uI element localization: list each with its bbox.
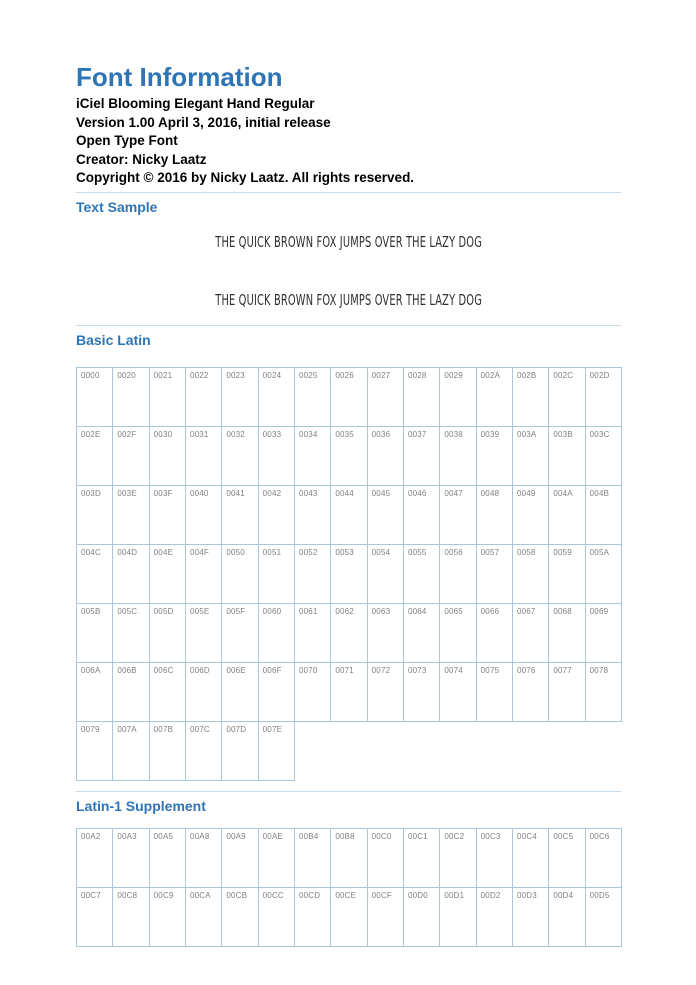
glyph-code-label: 00CE [335, 890, 357, 900]
glyph-code-label: 002A [480, 370, 501, 380]
glyph-cell [477, 829, 513, 888]
glyph-code-label: 0035 [335, 429, 354, 439]
glyph-cell [295, 604, 331, 663]
glyph-code-label: 00C9 [153, 890, 174, 900]
glyph-code-label: 0037 [407, 429, 427, 439]
glyph-code-label: 0054 [371, 547, 391, 557]
glyph-code-label: 00C8 [117, 890, 138, 900]
glyph-cell [586, 888, 622, 947]
glyph-code-label: 00A2 [81, 831, 101, 841]
glyph-cell [586, 368, 622, 427]
glyph-code-label: 00A8 [189, 831, 210, 841]
glyph-code-label: 0033 [262, 429, 282, 439]
glyph-code-label: 00C1 [407, 831, 428, 841]
glyph-cell [368, 486, 404, 545]
text-sample-heading: Text Sample [76, 198, 158, 215]
glyph-cell [186, 663, 222, 722]
glyph-code-label: 005D [153, 606, 174, 616]
glyph-code-label: 0051 [262, 547, 282, 557]
glyph-cell [440, 427, 476, 486]
glyph-cell [113, 545, 149, 604]
glyph-cell [77, 722, 113, 781]
glyph-code-label: 00D3 [516, 890, 537, 900]
glyph-code-label: 00C7 [81, 890, 101, 900]
glyph-code-label: 0062 [335, 606, 354, 616]
glyph-cell [186, 486, 222, 545]
glyph-code-label: 0020 [117, 370, 136, 380]
font-creator: Creator: Nicky Laatz [76, 151, 207, 167]
glyph-cell [77, 663, 113, 722]
glyph-cell [513, 368, 549, 427]
glyph-cell [586, 663, 622, 722]
glyph-code-label: 0028 [407, 370, 427, 380]
glyph-code-label: 003E [117, 488, 137, 498]
glyph-cell [150, 888, 186, 947]
glyph-code-label: 004C [81, 547, 101, 557]
glyph-code-label: 0049 [516, 488, 536, 498]
glyph-code-label: 006D [189, 665, 210, 675]
glyph-code-label: 0030 [153, 429, 173, 439]
glyph-code-label: 0061 [298, 606, 318, 616]
glyph-cell [113, 604, 149, 663]
glyph-cell [113, 722, 149, 781]
glyph-code-label: 006E [226, 665, 246, 675]
glyph-cell [404, 368, 440, 427]
glyph-cell [404, 486, 440, 545]
glyph-code-label: 0025 [298, 370, 318, 380]
glyph-code-label: 004E [153, 547, 174, 557]
glyph-cell [259, 368, 295, 427]
glyph-cell [368, 427, 404, 486]
glyph-cell [222, 545, 258, 604]
glyph-code-label: 00C5 [553, 831, 574, 841]
glyph-cell [77, 545, 113, 604]
glyph-cell [404, 829, 440, 888]
glyph-cell [222, 427, 258, 486]
glyph-cell [513, 604, 549, 663]
glyph-cell [549, 486, 585, 545]
glyph-code-label: 00CB [226, 890, 248, 900]
glyph-code-label: 0039 [480, 429, 500, 439]
glyph-cell [549, 663, 585, 722]
glyph-code-label: 0045 [371, 488, 391, 498]
glyph-cell [295, 368, 331, 427]
glyph-cell [295, 545, 331, 604]
glyph-code-label: 0070 [298, 665, 318, 675]
font-copyright: Copyright © 2016 by Nicky Laatz. All rights reserved. [76, 170, 415, 186]
glyph-cell [549, 368, 585, 427]
glyph-code-label: 0031 [189, 429, 209, 439]
glyph-cell [404, 427, 440, 486]
glyph-cell [186, 829, 222, 888]
glyph-cell [77, 829, 113, 888]
glyph-code-label: 0043 [298, 488, 318, 498]
glyph-cell [477, 545, 513, 604]
glyph-cell [440, 888, 476, 947]
glyph-code-label: 007E [262, 724, 283, 734]
glyph-code-label: 004F [189, 547, 210, 557]
glyph-cell [549, 829, 585, 888]
glyph-cell [150, 427, 186, 486]
glyph-code-label: 00B8 [335, 831, 355, 841]
glyph-cell [295, 486, 331, 545]
glyph-cell [77, 888, 113, 947]
glyph-cell [549, 427, 585, 486]
glyph-cell [513, 427, 549, 486]
glyph-code-label: 0078 [589, 665, 609, 675]
page-title: Font Information [76, 62, 283, 92]
glyph-code-label: 007B [153, 724, 174, 734]
glyph-code-label: 003A [516, 429, 537, 439]
glyph-cell [513, 829, 549, 888]
glyph-cell [150, 545, 186, 604]
glyph-code-label: 006A [81, 665, 101, 675]
glyph-cell [477, 368, 513, 427]
glyph-code-label: 00C4 [516, 831, 537, 841]
glyph-code-label: 005C [117, 606, 138, 616]
glyph-code-label: 0073 [407, 665, 427, 675]
glyph-cell [404, 604, 440, 663]
glyph-code-label: 00C2 [444, 831, 465, 841]
glyph-cell [150, 368, 186, 427]
glyph-code-label: 006C [153, 665, 174, 675]
glyph-cell [477, 604, 513, 663]
glyph-cell [513, 888, 549, 947]
glyph-code-label: 00CC [262, 890, 284, 900]
glyph-cell [150, 663, 186, 722]
glyph-code-label: 0040 [189, 488, 209, 498]
glyph-cell [477, 663, 513, 722]
glyph-cell [586, 829, 622, 888]
glyph-cell [477, 486, 513, 545]
glyph-code-label: 00AE [262, 831, 284, 841]
glyph-code-label: 0076 [516, 665, 536, 675]
glyph-cell [259, 427, 295, 486]
glyph-cell [331, 486, 367, 545]
glyph-cell [440, 486, 476, 545]
glyph-cell [549, 545, 585, 604]
glyph-cell [222, 888, 258, 947]
glyph-code-label: 0029 [444, 370, 463, 380]
glyph-code-label: 0038 [444, 429, 463, 439]
glyph-cell [186, 722, 222, 781]
glyph-code-label: 00CA [189, 890, 211, 900]
font-name: iCiel Blooming Elegant Hand Regular [76, 96, 315, 111]
glyph-code-label: 002B [516, 370, 537, 380]
glyph-cell [549, 604, 585, 663]
glyph-code-label: 0075 [480, 665, 500, 675]
glyph-cell [77, 604, 113, 663]
glyph-code-label: 0036 [371, 429, 391, 439]
glyph-cell [368, 604, 404, 663]
glyph-cell [404, 545, 440, 604]
glyph-code-label: 0000 [81, 370, 100, 380]
glyph-cell [549, 888, 585, 947]
glyph-cell [222, 829, 258, 888]
glyph-cell [77, 486, 113, 545]
glyph-cell [477, 427, 513, 486]
glyph-code-label: 0023 [226, 370, 245, 380]
glyph-cell [222, 722, 258, 781]
section-text-sample [76, 192, 621, 309]
pangram-text: THE QUICK BROWN FOX JUMPS OVER THE LAZY DOG [215, 291, 482, 309]
glyph-cell [440, 368, 476, 427]
glyph-cell [404, 663, 440, 722]
glyph-cell [186, 427, 222, 486]
glyph-code-label: 0067 [516, 606, 536, 616]
glyph-cell [331, 427, 367, 486]
glyph-cell [513, 663, 549, 722]
glyph-cell [77, 368, 113, 427]
glyph-cell [513, 545, 549, 604]
glyph-code-label: 0069 [589, 606, 609, 616]
glyph-code-label: 00CF [371, 890, 393, 900]
glyph-cell [331, 604, 367, 663]
glyph-cell [477, 888, 513, 947]
glyph-code-label: 0041 [226, 488, 245, 498]
glyph-code-label: 0021 [153, 370, 173, 380]
glyph-code-label: 0063 [371, 606, 391, 616]
glyph-code-label: 00D0 [407, 890, 428, 900]
glyph-code-label: 00D5 [589, 890, 610, 900]
glyph-cell [440, 604, 476, 663]
glyph-code-label: 0079 [81, 724, 100, 734]
glyph-cell [440, 663, 476, 722]
glyph-cell [295, 829, 331, 888]
font-version: Version 1.00 April 3, 2016, initial release [76, 114, 331, 130]
glyph-cell [77, 427, 113, 486]
glyph-code-label: 0074 [444, 665, 463, 675]
glyph-code-label: 0077 [553, 665, 572, 675]
glyph-code-label: 0027 [371, 370, 391, 380]
glyph-cell [368, 368, 404, 427]
glyph-code-label: 0048 [480, 488, 500, 498]
glyph-code-label: 0057 [480, 547, 500, 557]
glyph-code-label: 0052 [298, 547, 318, 557]
glyph-cell [150, 829, 186, 888]
glyph-cell [259, 829, 295, 888]
glyph-code-label: 003D [81, 488, 101, 498]
glyph-cell [259, 722, 295, 781]
basic-latin-heading: Basic Latin [76, 331, 151, 348]
glyph-cell [295, 663, 331, 722]
glyph-cell [222, 604, 258, 663]
glyph-cell [368, 829, 404, 888]
glyph-code-label: 0064 [407, 606, 427, 616]
glyph-cell [222, 368, 258, 427]
glyph-code-label: 0034 [298, 429, 318, 439]
glyph-code-label: 0058 [516, 547, 536, 557]
glyph-cell [513, 486, 549, 545]
glyph-code-label: 002C [553, 370, 574, 380]
glyph-code-label: 0042 [262, 488, 282, 498]
pangram-text: THE QUICK BROWN FOX JUMPS OVER THE LAZY DOG [215, 233, 482, 251]
glyph-cell [150, 486, 186, 545]
glyph-code-label: 0026 [335, 370, 354, 380]
glyph-code-label: 00A3 [117, 831, 137, 841]
section-latin1-supplement [76, 791, 621, 947]
glyph-code-label: 005E [189, 606, 210, 616]
glyph-code-label: 005B [81, 606, 101, 616]
latin1-supplement-heading: Latin-1 Supplement [76, 797, 206, 814]
glyph-cell [295, 888, 331, 947]
glyph-code-label: 00B4 [298, 831, 319, 841]
glyph-cell [368, 663, 404, 722]
glyph-cell [186, 888, 222, 947]
glyph-cell [331, 368, 367, 427]
glyph-code-label: 007A [117, 724, 137, 734]
glyph-code-label: 0065 [444, 606, 463, 616]
glyph-code-label: 0072 [371, 665, 391, 675]
glyph-code-label: 0046 [407, 488, 427, 498]
glyph-cell [150, 722, 186, 781]
glyph-cell [222, 663, 258, 722]
glyph-cell [368, 545, 404, 604]
glyph-code-label: 0056 [444, 547, 463, 557]
glyph-code-label: 002E [81, 429, 101, 439]
glyph-code-label: 0060 [262, 606, 282, 616]
glyph-code-label: 0032 [226, 429, 245, 439]
glyph-code-label: 003C [589, 429, 610, 439]
glyph-cell [222, 486, 258, 545]
glyph-code-label: 002F [117, 429, 137, 439]
glyph-cell [295, 427, 331, 486]
glyph-code-label: 007C [189, 724, 210, 734]
glyph-cell [259, 545, 295, 604]
glyph-code-label: 0053 [335, 547, 354, 557]
glyph-code-label: 0044 [335, 488, 354, 498]
glyph-code-label: 004B [589, 488, 610, 498]
glyph-code-label: 0022 [189, 370, 209, 380]
glyph-code-label: 00C6 [589, 831, 610, 841]
glyph-code-label: 005A [589, 547, 610, 557]
glyph-code-label: 0047 [444, 488, 463, 498]
glyph-code-label: 0066 [480, 606, 500, 616]
glyph-code-label: 006F [262, 665, 282, 675]
glyph-code-label: 006B [117, 665, 137, 675]
glyph-cell [113, 829, 149, 888]
glyph-cell [186, 545, 222, 604]
section-basic-latin [76, 325, 621, 781]
glyph-cell [331, 545, 367, 604]
glyph-cell [331, 829, 367, 888]
glyph-cell [259, 486, 295, 545]
glyph-code-label: 003F [153, 488, 173, 498]
glyph-code-label: 0059 [553, 547, 572, 557]
glyph-cell [404, 888, 440, 947]
font-type: Open Type Font [76, 133, 178, 149]
glyph-code-label: 00C0 [371, 831, 392, 841]
glyph-code-label: 003B [553, 429, 573, 439]
basic-latin-glyph-grid [76, 367, 622, 781]
glyph-cell [186, 604, 222, 663]
glyph-code-label: 00A5 [153, 831, 174, 841]
glyph-cell [331, 888, 367, 947]
glyph-cell [113, 427, 149, 486]
glyph-code-label: 005F [226, 606, 246, 616]
glyph-code-label: 0050 [226, 547, 245, 557]
glyph-code-label: 00D2 [480, 890, 501, 900]
glyph-cell [259, 663, 295, 722]
text-sample-line-1 [76, 233, 621, 251]
glyph-cell [586, 604, 622, 663]
glyph-code-label: 004A [553, 488, 573, 498]
glyph-code-label: 004D [117, 547, 138, 557]
glyph-code-label: 00D4 [553, 890, 574, 900]
glyph-code-label: 007D [226, 724, 247, 734]
glyph-code-label: 002D [589, 370, 610, 380]
glyph-cell [113, 663, 149, 722]
glyph-cell [586, 427, 622, 486]
glyph-code-label: 0071 [335, 665, 354, 675]
glyph-cell [113, 486, 149, 545]
text-sample-line-2 [76, 291, 621, 309]
glyph-code-label: 00A9 [226, 831, 246, 841]
glyph-cell [113, 888, 149, 947]
glyph-cell [368, 888, 404, 947]
glyph-cell [186, 368, 222, 427]
glyph-cell [331, 663, 367, 722]
glyph-code-label: 00C3 [480, 831, 501, 841]
glyph-code-label: 00D1 [444, 890, 465, 900]
glyph-code-label: 00CD [298, 890, 321, 900]
glyph-cell [440, 829, 476, 888]
glyph-cell [113, 368, 149, 427]
glyph-cell [440, 545, 476, 604]
glyph-cell [259, 888, 295, 947]
latin1-supplement-glyph-grid [76, 828, 622, 947]
glyph-cell [259, 604, 295, 663]
glyph-cell [150, 604, 186, 663]
glyph-code-label: 0055 [407, 547, 427, 557]
glyph-cell [586, 545, 622, 604]
glyph-cell [586, 486, 622, 545]
glyph-code-label: 0024 [262, 370, 282, 380]
glyph-code-label: 0068 [553, 606, 572, 616]
font-meta-block [76, 95, 621, 188]
